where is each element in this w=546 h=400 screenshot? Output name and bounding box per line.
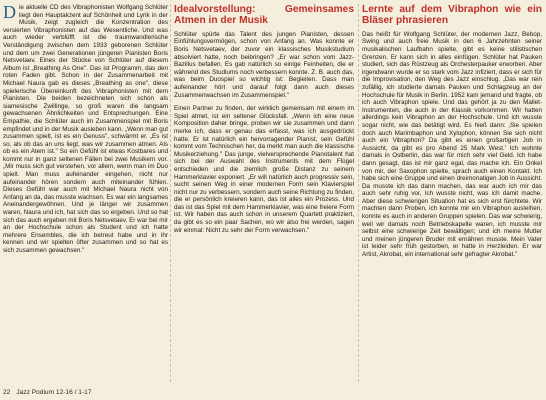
drop-cap: D — [3, 4, 16, 22]
paragraph: Schlüter spürte das Talent des jungen Pianisten, dessen Einfühlungsvermögen, schon von Anfang an. Was konnte er Boris Netsvetaev, der zuvor ein klassisches Musikstudium absolviert hatte, noch beibringen? „Er war schon vom Jazz-Bazillus befallen. Es gab natürlich so einige Feinheiten, die er während des Studiums noch verbessern konnte. Z. B. auch das, was beim Duospiel so wichtig ist: Begleiten. Dass man aufeinander hört und darauf folgt dann auch dieses Zusammenwachsen im Zusammenspiel." — [174, 30, 354, 99]
section-heading: Idealvorstellung: Gemeinsames Atmen in der Musik — [174, 4, 354, 27]
page-footer — [3, 389, 91, 396]
article-column-1 — [3, 4, 168, 380]
section-heading: Lernte auf dem Vibraphon wie ein Bläser phrasieren — [362, 4, 542, 27]
article-column-2 — [174, 4, 354, 380]
article-column-3 — [362, 4, 542, 380]
paragraph-text: ie aktuelle CD des Vibraphonisten Wolfgang Schlüter liegt den Hauptakzent auf Schönheit und Lyrik in der Musik, zeigt zugleich die Konzentration des versierten Vibraphonisten auf das Wesentliche. Und was auch wieder verblüfft ist die traumwandlerische Verständigung zwischen dem 1933 geborenen Schlüter und dem um zwei Generationen jüngeren Pianisten Boris Netsvetaev. Eines der Stücke von Schlüter auf diesem Album ist „Breathing As One". Das ist Programm, das den roten Faden gibt. Schon in der Zusammenarbeit mit Michael Naura gab es dieses „Breathing as one", diese spielerische Übereinkunft des Vibraphonisten mit dem Pianisten. Die beiden bezeichneten sich schon als siamesische Zwillinge, so groß waren die langsam gewachsenen Ähnlichkeiten und Entsprechungen. Eine Empathie, die Schlüter auch im Zusammenspiel mit Boris empfindet und in der Musik ausleben kann. „Wenn man gut zusammen spielt, ist es ein Genuss", schwärmt er. „Es ist so, als ob das an uns liegt, was wir zusammen atmen. Als ob es ein Atem ist." So ein Gefühl ist etwas Kostbares und kommt nur in ganz seltenen Fällen bei zwei Musikern vor. „Mir muss sich gut verstehen, vor allem, wenn man im Duo spielt. Man muss aufeinander eingehen, nicht nur aufeinander hören sondern auch miteinander fühlen. Dieses Gefühl war auch mit Michael Naura nicht von Anfang an da, das musste wachsen. Es war ein langsames Aneinandergewöhnen. Und je länger wir zusammen waren, Naura und ich, hat sich das so ergeben. Und so hat sich das auch ergeben mit Boris Netsvetaev. Er war bei mir an der Hochschule schon als Student und ich hatte mehrere Ensembles, die ich betreut habe und in ihr kennen und wir spielten öfter zusammen und so hat es sich zusammen gewachsen." — [3, 4, 168, 254]
column-divider — [170, 4, 171, 382]
paragraph: Das heißt für Wolfgang Schlüter, der modernen Jazz, Bebop, Swing und auch freie Musik in den 6 Jahrzehnten seiner musikalischen Laufbahn spielte, gibt es keine stilistischen Grenzen. Er kann sich in alles einfügen. Schlüter hat Pauken studiert, sich das Rüstzeug als Orchesterpauker erworben. Aber irgendwann wurde er so stark vom Jazz infiziert, dass er sich für die Improvisation, den Weg des Jazz einschlug. „Das war rein zufällig, ich studierte damals Pauken und Schlagzeug an der Hochschule für Musik in Berlin. 1952 kam jemand und fragte, ob ich auch Vibraphon spiele. Und das gehört ja zu den Mallet-Instrumenten, die auch in der Klassik vorkommen. Wir hatten allerdings kein Vibraphon an der Hochschule. Und ich wusste sogar nicht, wie das betätigt wird. Es hieß dann: ‚Sie spielen doch auch Marimbaphon und Xylophon, können Sie sich nicht auch ein Vibraphon? Da gibt es einen großartigen Job in Aussicht, da gibt es pro Abend 25 Mark West.' Ich wohnte damals in Ostberlin, das war für mich sehr viel Geld. Ich habe dann gesagt, das ist mir ganz egal, das mache ich. Ein Onkel von mir, der Saxophon spielte, sprach auch einen Kontakt. Ich habe sich eine Gruppe und einen dreimonatigen Job in Aussicht. Da musste ich das dann machen, das war auch ich mir das auch sehr ruhig vor, Ich wusste nicht, was ich damit mache. Aber diese schwierigen Situation hat es sich erst fürchtete. Wir machten dann Proben, ich konnte mir ein Vibraphon ausleihen, konnte es auch in anderen Gruppen spielen. Das war schwierig, weil wir damals noch Betriebskapelle waren, ich musste mir selbst eine schwierige Zeit bewältigen; und ich meine Mutter und meinen jüngeren Bruder mit ernähren musste. Mein Vater ist leider sehr früh gestorben, er hatte in Herzleiden. Er war Artist, Akrobat, ein international sehr gefragter Akrobat." — [362, 30, 542, 259]
paragraph: Einen Partner zu finden, der wirklich gemeinsam mit einem im Spiel atmet, ist ein seltener Glücksfall. „Wenn ich eine neue Komposition daher bringe, proben wir sie zusammen und dann merke ich, dass er genau das erfasst, was ich ausgedrückt hatte. Er ist natürlich ein hervorragender Pianist, sein Gefühl kommt vom Technischen her, da merkt man auch die klassische Musikerziehung." Das junge, vielversprechende Pianotalent hat sich bei der Auswahl des Instruments mit dem Flügel entschieden und die ziemlich große Distanz zu seinem Hammerklavier exponiert. „Er will natürlich auch progressiv sein, sucht seinen Weg in einer modernen Form sein Klavierspiel nicht nur zu verbessern, sondern auch seine Richtung zu finden, die er persönlich kreieren kann, das ist alles ein Prozess. Und das ist das Spiel mit dem Hammerklavier, was eine freiere Form ist. Wir haben das auch schon in unserem Quartett praktiziert, da gibt es so ein paar Sachen, wo wir also frei werden, sagen wir einmal: Nicht zu sehr der Form verwachsen." — [174, 105, 354, 234]
column-divider — [358, 4, 359, 382]
page-number: 22 — [3, 389, 11, 396]
magazine-issue: Jazz Podium 12-16 / 1-17 — [16, 389, 92, 396]
intro-paragraph — [3, 4, 168, 255]
